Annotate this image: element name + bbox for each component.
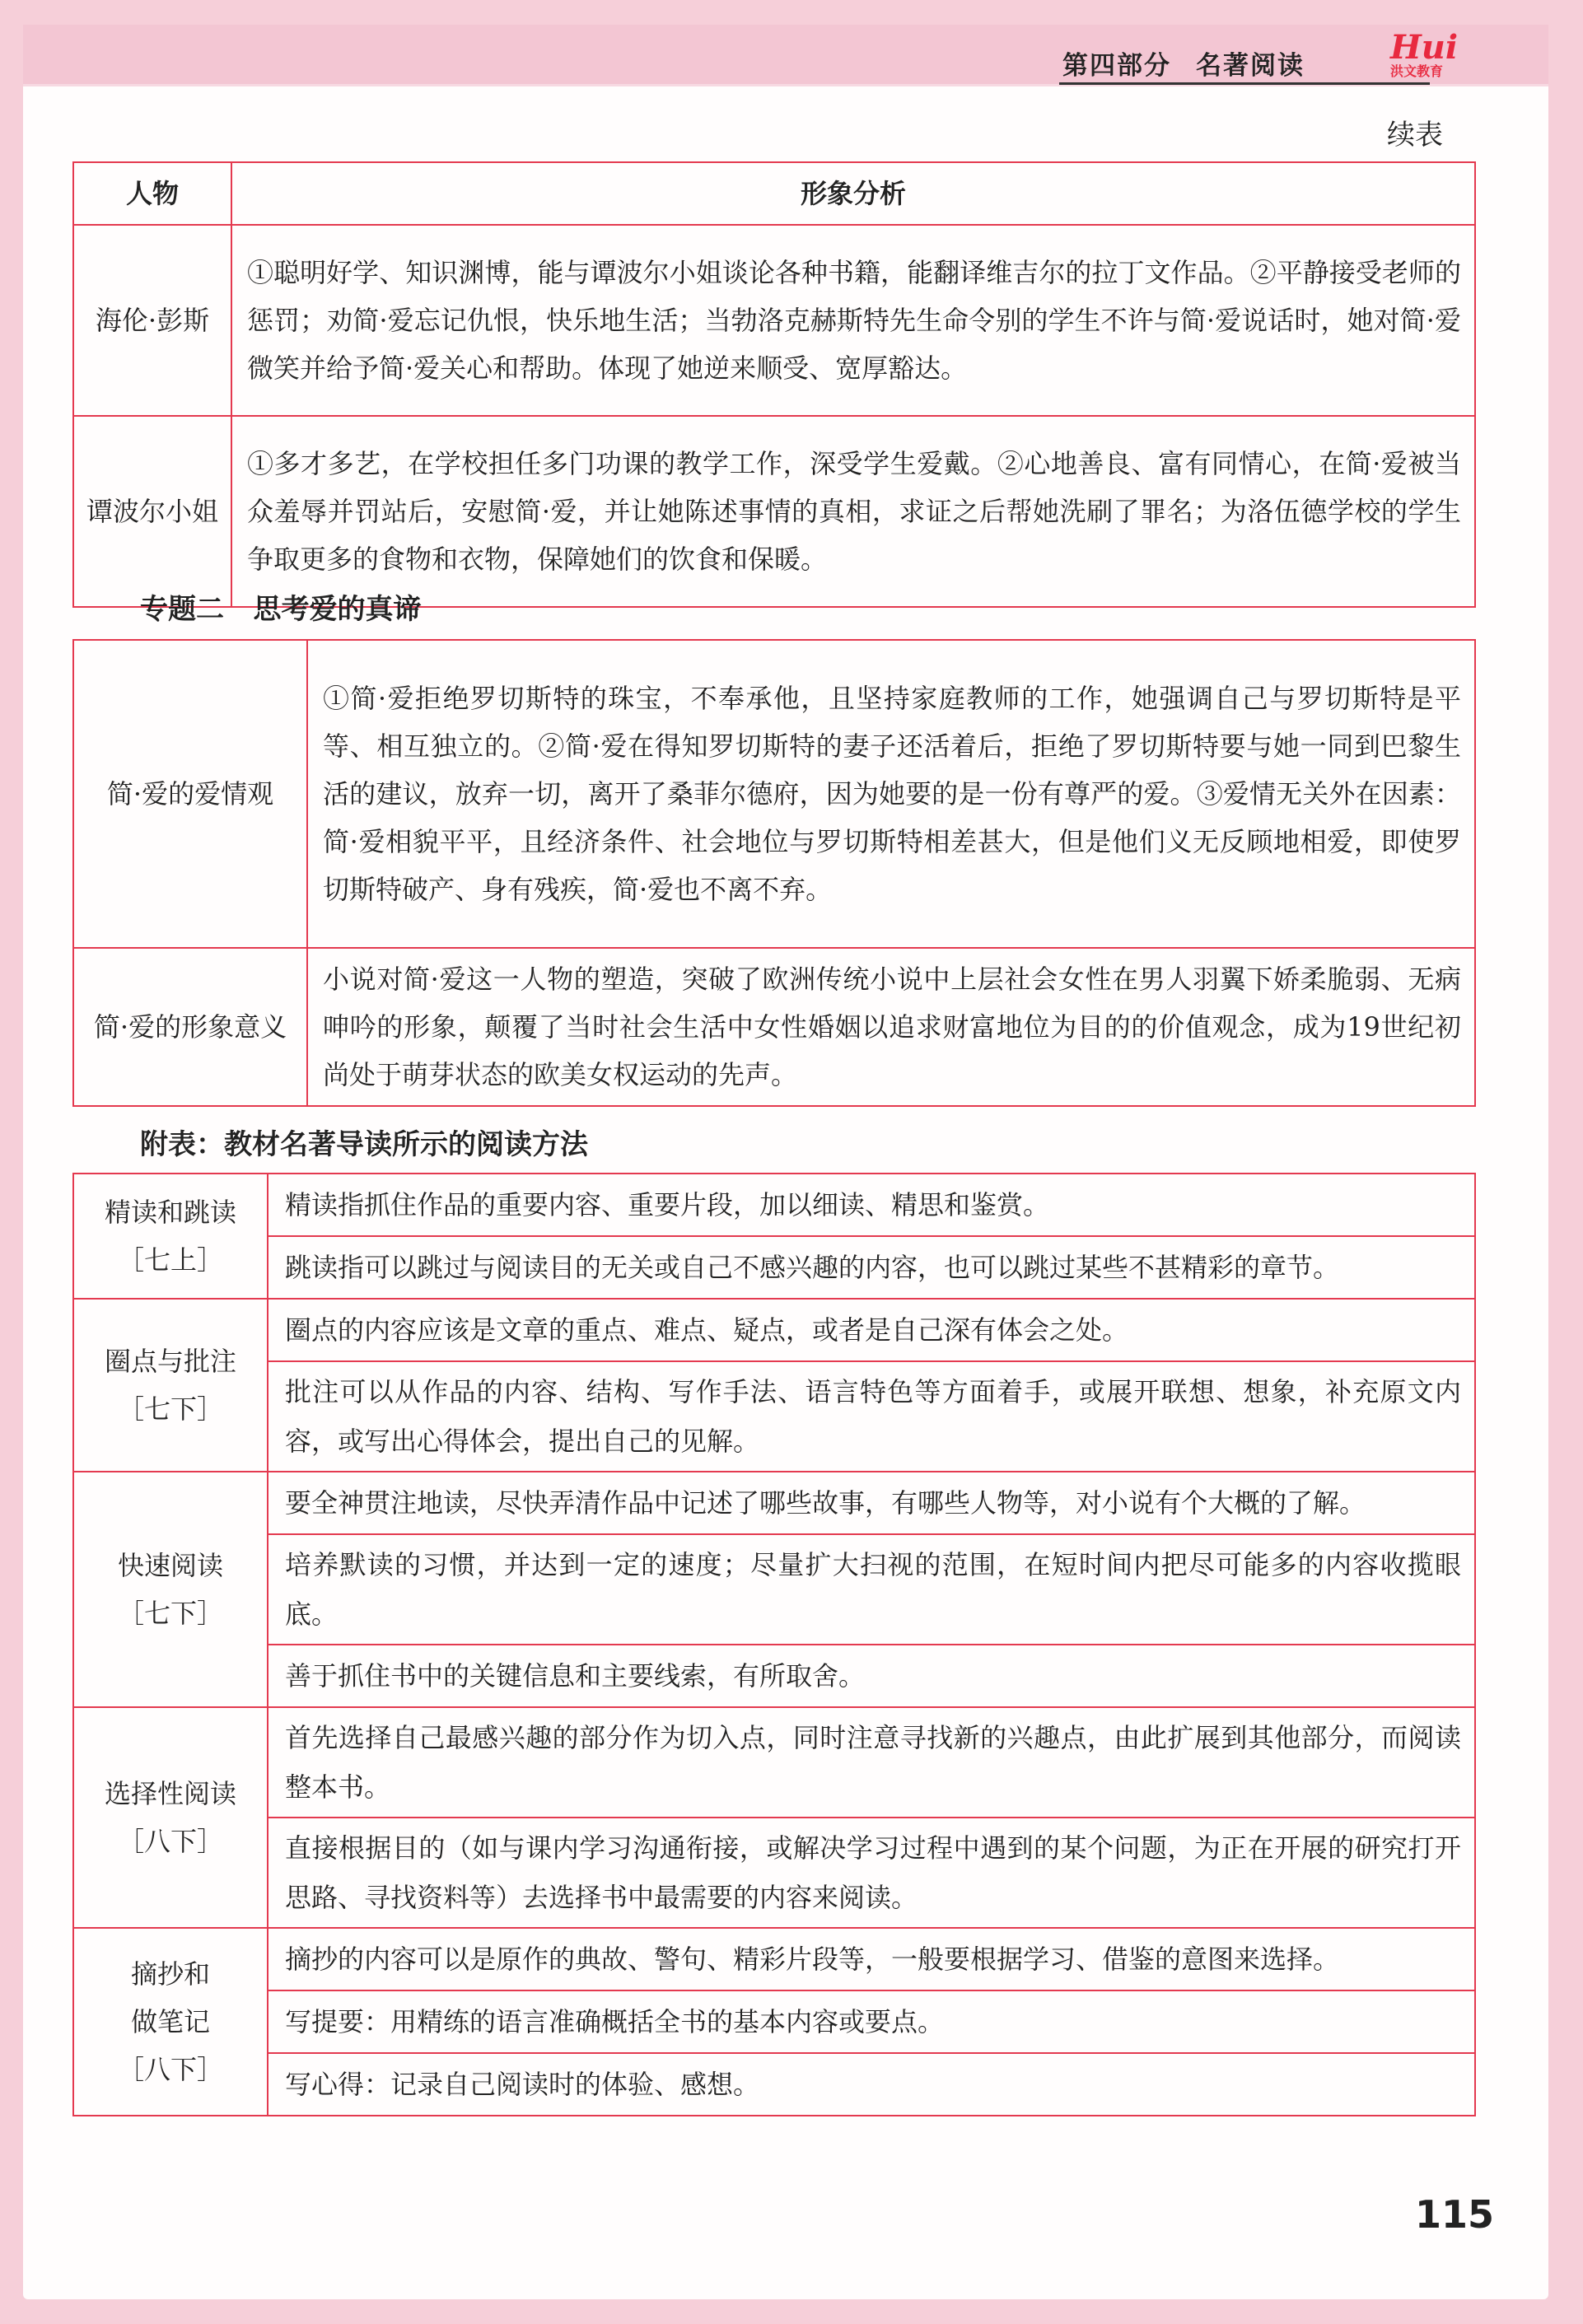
topic-label: 专题二: [140, 593, 224, 626]
method-item: 圈点的内容应该是文章的重点、难点、疑点，或者是自己深有体会之处。: [268, 1299, 1475, 1361]
topic-row-label: 简·爱的形象意义: [73, 948, 307, 1106]
method-name: 快速阅读: [117, 1550, 223, 1581]
table-row: [73, 1299, 1475, 1361]
logo-text: 洪文教育: [1390, 63, 1444, 79]
appendix-title: 附表：教材名著导读所示的阅读方法: [140, 1128, 588, 1161]
character-analysis-table: [72, 161, 1476, 608]
page-number: 115: [1415, 2192, 1495, 2237]
table-row: [73, 225, 1475, 416]
method-item: 善于抓住书中的关键信息和主要线索，有所取舍。: [268, 1645, 1475, 1707]
method-name-cell: [73, 1299, 268, 1472]
topic-heading: [140, 586, 422, 627]
continued-label: 续表: [1387, 119, 1443, 152]
method-item: 写提要：用精练的语言准确概括全书的基本内容或要点。: [268, 1990, 1475, 2053]
table-row: [73, 1472, 1475, 1534]
table-row: [73, 1174, 1475, 1236]
method-item: 精读指抓住作品的重要内容、重要片段，加以细读、精思和鉴赏。: [268, 1174, 1475, 1236]
reading-methods-table: [72, 1173, 1476, 2116]
bottom-strip: [0, 2299, 1583, 2324]
table-row: [73, 1236, 1475, 1299]
method-name-cell: [73, 1472, 268, 1707]
method-grade: ［七下］: [117, 1393, 223, 1425]
table-row: [73, 2053, 1475, 2116]
method-item: 跳读指可以跳过与阅读目的无关或自己不感兴趣的内容，也可以跳过某些不甚精彩的章节。: [268, 1236, 1475, 1299]
topic-title: 思考爱的真谛: [253, 593, 422, 626]
method-grade: ［八下］: [117, 2054, 223, 2085]
method-item: 要全神贯注地读，尽快弄清作品中记述了哪些故事，有哪些人物等，对小说有个大概的了解。: [268, 1472, 1475, 1534]
table-row: [73, 1707, 1475, 1818]
method-item: 培养默读的习惯，并达到一定的速度；尽量扩大扫视的范围，在短时间内把尽可能多的内容收揽眼底。: [268, 1534, 1475, 1645]
method-name-cell: [73, 1928, 268, 2116]
method-name: 圈点与批注: [104, 1346, 236, 1377]
running-header: [1062, 44, 1329, 81]
method-item: 首先选择自己最感兴趣的部分作为切入点，同时注意寻找新的兴趣点，由此扩展到其他部分，而阅读整本书。: [268, 1707, 1475, 1818]
method-name: 选择性阅读: [104, 1778, 236, 1809]
method-grade: ［七下］: [117, 1598, 223, 1629]
method-name: 精读和跳读: [104, 1197, 236, 1228]
method-item: 直接根据目的（如与课内学习沟通衔接，或解决学习过程中遇到的某个问题，为正在开展的研究打开思路、寻找资料等）去选择书中最需要的内容来阅读。: [268, 1818, 1475, 1928]
character-name: 海伦·彭斯: [73, 225, 231, 416]
topic-row-text: 小说对简·爱这一人物的塑造，突破了欧洲传统小说中上层社会女性在男人羽翼下娇柔脆弱、无病呻吟的形象，颠覆了当时社会生活中女性婚姻以追求财富地位为目的的价值观念，成为19世纪初尚处于萌芽状态的欧美女权运动的先声。: [307, 948, 1475, 1106]
column-header-character: 人物: [73, 162, 231, 225]
method-grade: ［八下］: [117, 1826, 223, 1857]
love-truth-table: [72, 639, 1476, 1107]
table-row: [73, 1818, 1475, 1928]
table-row: [73, 1361, 1475, 1472]
method-item: 批注可以从作品的内容、结构、写作手法、语言特色等方面着手，或展开联想、想象，补充原文内容，或写出心得体会，提出自己的见解。: [268, 1361, 1475, 1472]
table-row: [73, 1928, 1475, 1990]
table-header-row: [73, 162, 1475, 225]
method-grade: ［七上］: [117, 1244, 223, 1276]
method-item: 摘抄的内容可以是原作的典故、警句、精彩片段等，一般要根据学习、借鉴的意图来选择。: [268, 1928, 1475, 1990]
method-name-line-2: 做笔记: [130, 2006, 210, 2037]
character-name: 谭波尔小姐: [73, 416, 231, 607]
table-row: [73, 948, 1475, 1106]
method-name-cell: [73, 1707, 268, 1928]
method-item: 写心得：记录自己阅读时的体验、感想。: [268, 2053, 1475, 2116]
table-row: [73, 1645, 1475, 1707]
topic-row-text: ①简·爱拒绝罗切斯特的珠宝，不奉承他，且坚持家庭教师的工作，她强调自己与罗切斯特是平等、相互独立的。②简·爱在得知罗切斯特的妻子还活着后，拒绝了罗切斯特要与她一同到巴黎生活的建议，放弃一切，离开了桑菲尔德府，因为她要的是一份有尊严的爱。③爱情无关外在因素：简·爱相貌平平，且经济条件、社会地位与罗切斯特相差甚大，但是他们义无反顾地相爱，即使罗切斯特破产、身有残疾，简·爱也不离不弃。: [307, 640, 1475, 948]
header-rule: [1059, 82, 1430, 85]
character-analysis: ①聪明好学、知识渊博，能与谭波尔小姐谈论各种书籍，能翻译维吉尔的拉丁文作品。②平静接受老师的惩罚；劝简·爱忘记仇恨，快乐地生活；当勃洛克赫斯特先生命令别的学生不许与简·爱说话时，她对简·爱微笑并给予简·爱关心和帮助。体现了她逆来顺受、宽厚豁达。: [231, 225, 1475, 416]
column-header-analysis: 形象分析: [231, 162, 1475, 225]
topic-row-label: 简·爱的爱情观: [73, 640, 307, 948]
table-row: [73, 1534, 1475, 1645]
header-title: 名著阅读: [1196, 51, 1305, 81]
method-name-line-1: 摘抄和: [130, 1958, 210, 1990]
table-row: [73, 1990, 1475, 2053]
publisher-logo: [1390, 28, 1473, 82]
character-analysis: ①多才多艺，在学校担任多门功课的教学工作，深受学生爱戴。②心地善良、富有同情心，在简·爱被当众羞辱并罚站后，安慰简·爱，并让她陈述事情的真相，求证之后帮她洗刷了罪名；为洛伍德学校的学生争取更多的食物和衣物，保障她们的饮食和保暖。: [231, 416, 1475, 607]
header-section-label: 第四部分: [1062, 51, 1171, 81]
logo-mark: Hui: [1390, 28, 1459, 67]
table-row: [73, 640, 1475, 948]
table-row: [73, 416, 1475, 607]
method-name-cell: [73, 1174, 268, 1299]
